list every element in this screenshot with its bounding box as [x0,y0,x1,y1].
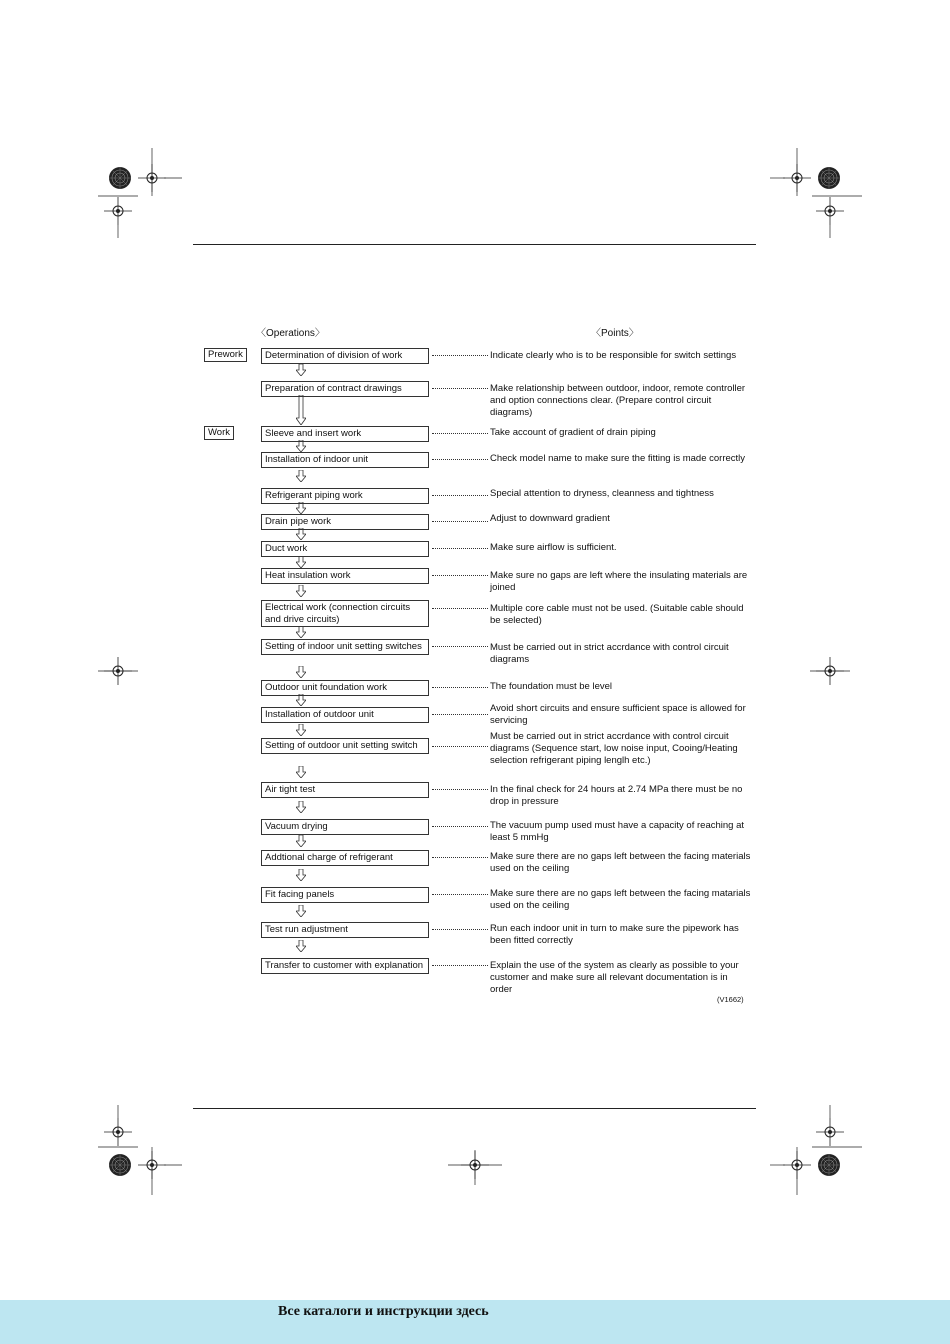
leader-dots [432,857,488,858]
operations-header: 〈Operations〉 [256,328,325,339]
step-point: Must be carried out in strict accrdance with control circuit diagrams (Sequence start, low noise input, Cooing/Heating selection refrigerant piping lenglh etc.) [490,731,738,767]
step-point: Special attention to dryness, cleanness and tightness [490,488,714,499]
step-point: Explain the use of the system as clearly as possible to your customer and make sure all relevant documentation is in order [490,960,739,996]
stage-prework-label: Prework [204,348,247,362]
leader-dots [432,548,488,549]
stage-work-label: Work [204,426,234,440]
down-arrow-icon [296,940,306,952]
step-point: Make sure airflow is sufficient. [490,542,617,553]
leader-dots [432,388,488,389]
down-arrow-icon [296,528,306,540]
down-arrow-icon [296,556,306,568]
footer-banner[interactable] [0,1300,950,1344]
leader-dots [432,965,488,966]
down-arrow-icon [296,502,306,514]
step-op: Addtional charge of refrigerant [261,850,429,866]
step-op: Outdoor unit foundation work [261,680,429,696]
top-rule [193,244,756,245]
leader-dots [432,789,488,790]
step-point: Make sure there are no gaps left between the facing materials used on the ceiling [490,851,751,875]
step-point: The foundation must be level [490,681,612,692]
leader-dots [432,929,488,930]
step-point: Take account of gradient of drain piping [490,427,656,438]
step-point: Check model name to make sure the fitting is made correctly [490,453,746,464]
leader-dots [432,826,488,827]
step-op: Determination of division of work [261,348,429,364]
down-arrow-icon [296,724,306,736]
leader-dots [432,746,488,747]
leader-dots [432,646,488,647]
long-down-arrow-icon [296,395,306,425]
leader-dots [432,714,488,715]
figure-code: (V1662) [717,995,744,1004]
step-point: Make sure no gaps are left where the insulating materials are joined [490,570,748,594]
step-op: Installation of indoor unit [261,452,429,468]
step-op: Vacuum drying [261,819,429,835]
down-arrow-icon [296,364,306,376]
step-op: Installation of outdoor unit [261,707,429,723]
down-arrow-icon [296,666,306,678]
points-header: 〈Points〉 [591,328,639,339]
leader-dots [432,608,488,609]
step-point: Make relationship between outdoor, indoor, remote controller and option connections clear. (Prepare control circuit diagrams) [490,383,746,419]
leader-dots [432,687,488,688]
leader-dots [432,433,488,434]
step-op: Refrigerant piping work [261,488,429,504]
step-op: Transfer to customer with explanation [261,958,429,974]
down-arrow-icon [296,905,306,917]
step-op: Fit facing panels [261,887,429,903]
step-point: Adjust to downward gradient [490,513,610,524]
down-arrow-icon [296,440,306,452]
step-op: Duct work [261,541,429,557]
step-op: Setting of indoor unit setting switches [261,639,429,655]
step-op: Air tight test [261,782,429,798]
step-point: Make sure there are no gaps left between the facing matarials used on the ceiling [490,888,751,912]
down-arrow-icon [296,835,306,847]
step-point: The vacuum pump used must have a capacity of reaching at least 5 mmHg [490,820,744,844]
step-point: In the final check for 24 hours at 2.74 MPa there must be no drop in pressure [490,784,743,808]
step-op: Sleeve and insert work [261,426,429,442]
leader-dots [432,894,488,895]
step-op: Setting of outdoor unit setting switch [261,738,429,754]
step-point: Indicate clearly who is to be responsible for switch settings [490,350,737,361]
leader-dots [432,495,488,496]
step-op: Heat insulation work [261,568,429,584]
step-op: Preparation of contract drawings [261,381,429,397]
step-op: Test run adjustment [261,922,429,938]
step-point: Must be carried out in strict accrdance with control circuit diagrams [490,642,729,666]
step-point: Run each indoor unit in turn to make sure the pipework has been fitted correctly [490,923,739,947]
footer-link-text[interactable]: Все каталоги и инструкции здесь [278,1304,489,1319]
leader-dots [432,575,488,576]
down-arrow-icon [296,869,306,881]
step-op: Electrical work (connection circuits and drive circuits) [261,600,429,627]
down-arrow-icon [296,585,306,597]
leader-dots [432,355,488,356]
step-op: Drain pipe work [261,514,429,530]
bottom-rule [193,1108,756,1109]
step-point: Multiple core cable must not be used. (Suitable cable should be selected) [490,603,744,627]
down-arrow-icon [296,801,306,813]
down-arrow-icon [296,766,306,778]
leader-dots [432,459,488,460]
down-arrow-icon [296,694,306,706]
down-arrow-icon [296,470,306,482]
leader-dots [432,521,488,522]
step-point: Avoid short circuits and ensure sufficient space is allowed for servicing [490,703,746,727]
down-arrow-icon [296,626,306,638]
